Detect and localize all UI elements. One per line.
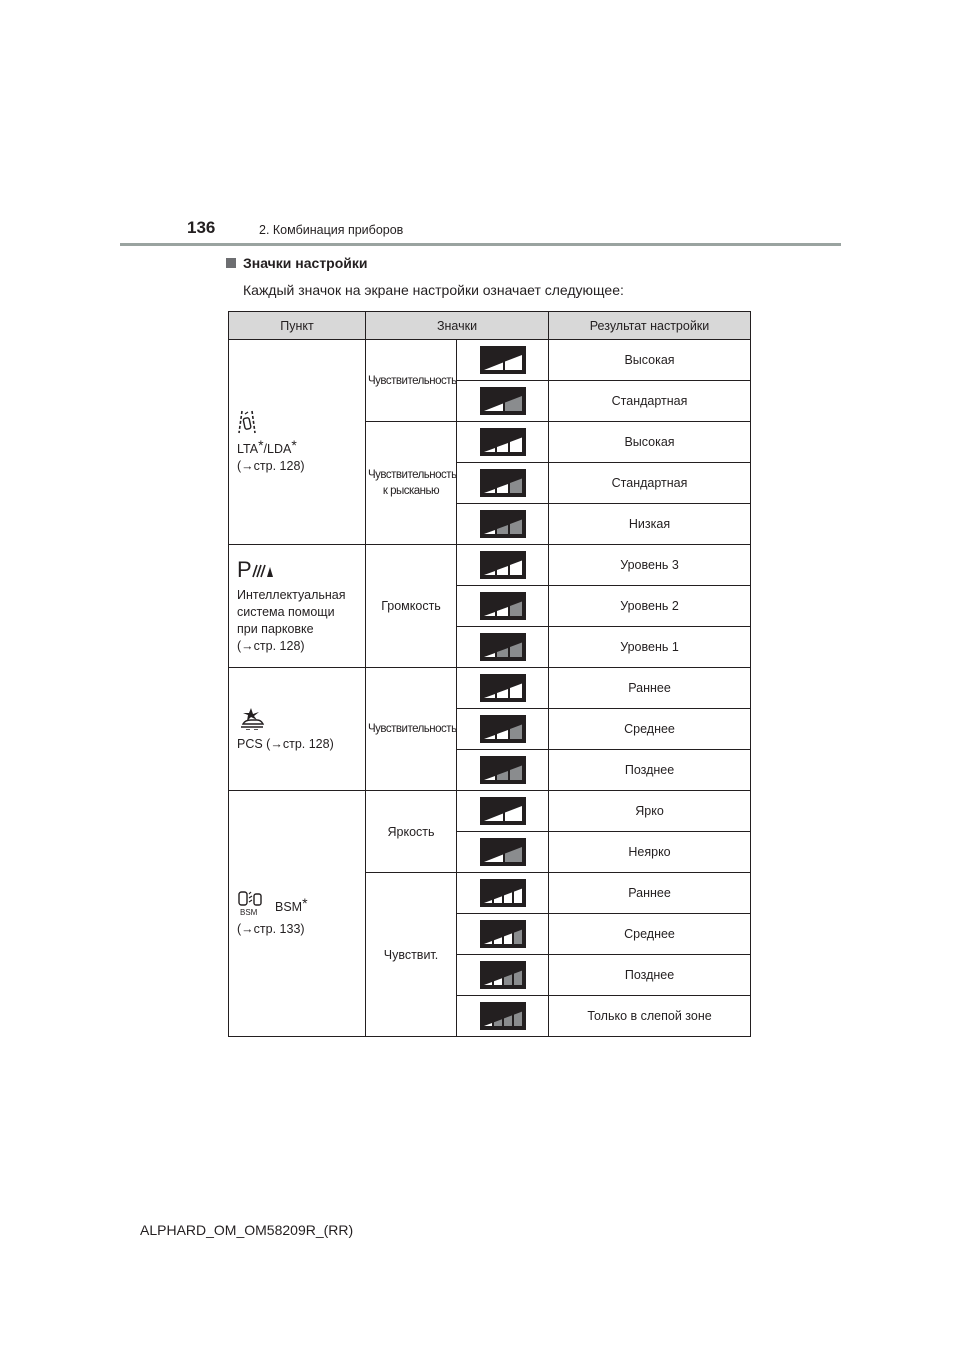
result-cell: Низкая: [549, 504, 751, 545]
level-4-4-icon: [480, 1002, 526, 1030]
level-4-1-icon: [480, 879, 526, 907]
level-icon-cell: [457, 422, 549, 463]
item-pcs-line-1: PCS (→стр. 128): [237, 736, 334, 751]
footer-code: ALPHARD_OM_OM58209R_(RR): [140, 1222, 354, 1238]
level-2-standard-icon: [480, 838, 526, 866]
level-4-3-icon: [480, 961, 526, 989]
level-2-high-icon: [480, 797, 526, 825]
table-row: [229, 668, 751, 709]
item-cell-pcs: [229, 668, 366, 791]
item-parking-line-4: (→стр. 128): [237, 639, 305, 653]
level-3-standard-icon: [480, 469, 526, 497]
level-icon-cell: [457, 873, 549, 914]
heading-text: Значки настройки: [243, 255, 368, 271]
level-icon-cell: [457, 627, 549, 668]
pcs-icon: [237, 706, 267, 730]
svg-text:P: P: [237, 557, 252, 581]
item-cell-bsm: [229, 791, 366, 1037]
settings-table: [228, 311, 751, 1037]
level-icon-cell: [457, 545, 549, 586]
result-cell: Раннее: [549, 873, 751, 914]
table-row: [229, 340, 751, 381]
level-icon-cell: [457, 832, 549, 873]
result-cell: Ярко: [549, 791, 751, 832]
item-lta-line-2: (→стр. 128): [237, 459, 305, 473]
level-2-standard-icon: [480, 387, 526, 415]
level-icon-cell: [457, 750, 549, 791]
level-3-low-icon: [480, 510, 526, 538]
result-cell: Только в слепой зоне: [549, 996, 751, 1037]
attribute-cell: Яркость: [366, 791, 457, 873]
level-3-low-icon: [480, 633, 526, 661]
attribute-cell: Чувствит.: [366, 873, 457, 1037]
bsm-icon: [237, 890, 265, 916]
level-icon-cell: [457, 463, 549, 504]
result-cell: Высокая: [549, 340, 751, 381]
level-icon-cell: [457, 914, 549, 955]
item-lta-line-1: LTA*/LDA*: [237, 437, 297, 456]
intro-text: Каждый значок на экране настройки означает следующее:: [243, 282, 624, 298]
result-cell: Стандартная: [549, 381, 751, 422]
item-bsm-line-2: (→стр. 133): [237, 921, 305, 936]
result-cell: Позднее: [549, 955, 751, 996]
header-rule: [120, 243, 841, 246]
square-bullet-icon: [226, 258, 236, 268]
level-icon-cell: [457, 668, 549, 709]
item-parking-line-3: при парковке: [237, 622, 314, 636]
level-icon-cell: [457, 709, 549, 750]
column-header-icons: Значки: [366, 312, 549, 340]
item-parking-line-2: система помощи: [237, 605, 335, 619]
attribute-cell: Чувствительность: [366, 668, 457, 791]
page-number: 136: [187, 218, 216, 237]
result-cell: Неярко: [549, 832, 751, 873]
level-icon-cell: [457, 586, 549, 627]
attribute-cell: Чувствительность к рысканью: [366, 422, 457, 545]
table-row: [229, 545, 751, 586]
result-cell: Уровень 2: [549, 586, 751, 627]
level-3-low-icon: [480, 756, 526, 784]
item-parking-line-1: Интеллектуальная: [237, 588, 346, 602]
result-cell: Среднее: [549, 709, 751, 750]
level-icon-cell: [457, 381, 549, 422]
level-4-2-icon: [480, 920, 526, 948]
attribute-cell: Громкость: [366, 545, 457, 668]
result-cell: Стандартная: [549, 463, 751, 504]
item-cell-parking: [229, 545, 366, 668]
result-cell: Раннее: [549, 668, 751, 709]
result-cell: Позднее: [549, 750, 751, 791]
level-2-high-icon: [480, 346, 526, 374]
level-3-high-icon: [480, 428, 526, 456]
table-row: [229, 791, 751, 832]
level-icon-cell: [457, 340, 549, 381]
result-cell: Уровень 3: [549, 545, 751, 586]
level-icon-cell: [457, 504, 549, 545]
result-cell: Уровень 1: [549, 627, 751, 668]
level-icon-cell: [457, 996, 549, 1037]
item-cell-lta: [229, 340, 366, 545]
result-cell: Высокая: [549, 422, 751, 463]
attribute-cell: Чувствительность: [366, 340, 457, 422]
table-header-row: [229, 312, 751, 340]
svg-text:BSM: BSM: [240, 907, 258, 916]
column-header-item: Пункт: [229, 312, 366, 340]
level-3-high-icon: [480, 551, 526, 579]
result-cell: Среднее: [549, 914, 751, 955]
level-3-standard-icon: [480, 715, 526, 743]
lane-assist-icon: [237, 409, 257, 435]
section-title: 2. Комбинация приборов: [259, 223, 404, 237]
level-icon-cell: [457, 955, 549, 996]
level-3-high-icon: [480, 674, 526, 702]
item-bsm-line-1: BSM BSM*: [237, 890, 308, 916]
column-header-result: Результат настройки: [549, 312, 751, 340]
heading: [226, 255, 368, 271]
level-icon-cell: [457, 791, 549, 832]
parking-sonar-icon: [237, 557, 273, 581]
level-3-standard-icon: [480, 592, 526, 620]
